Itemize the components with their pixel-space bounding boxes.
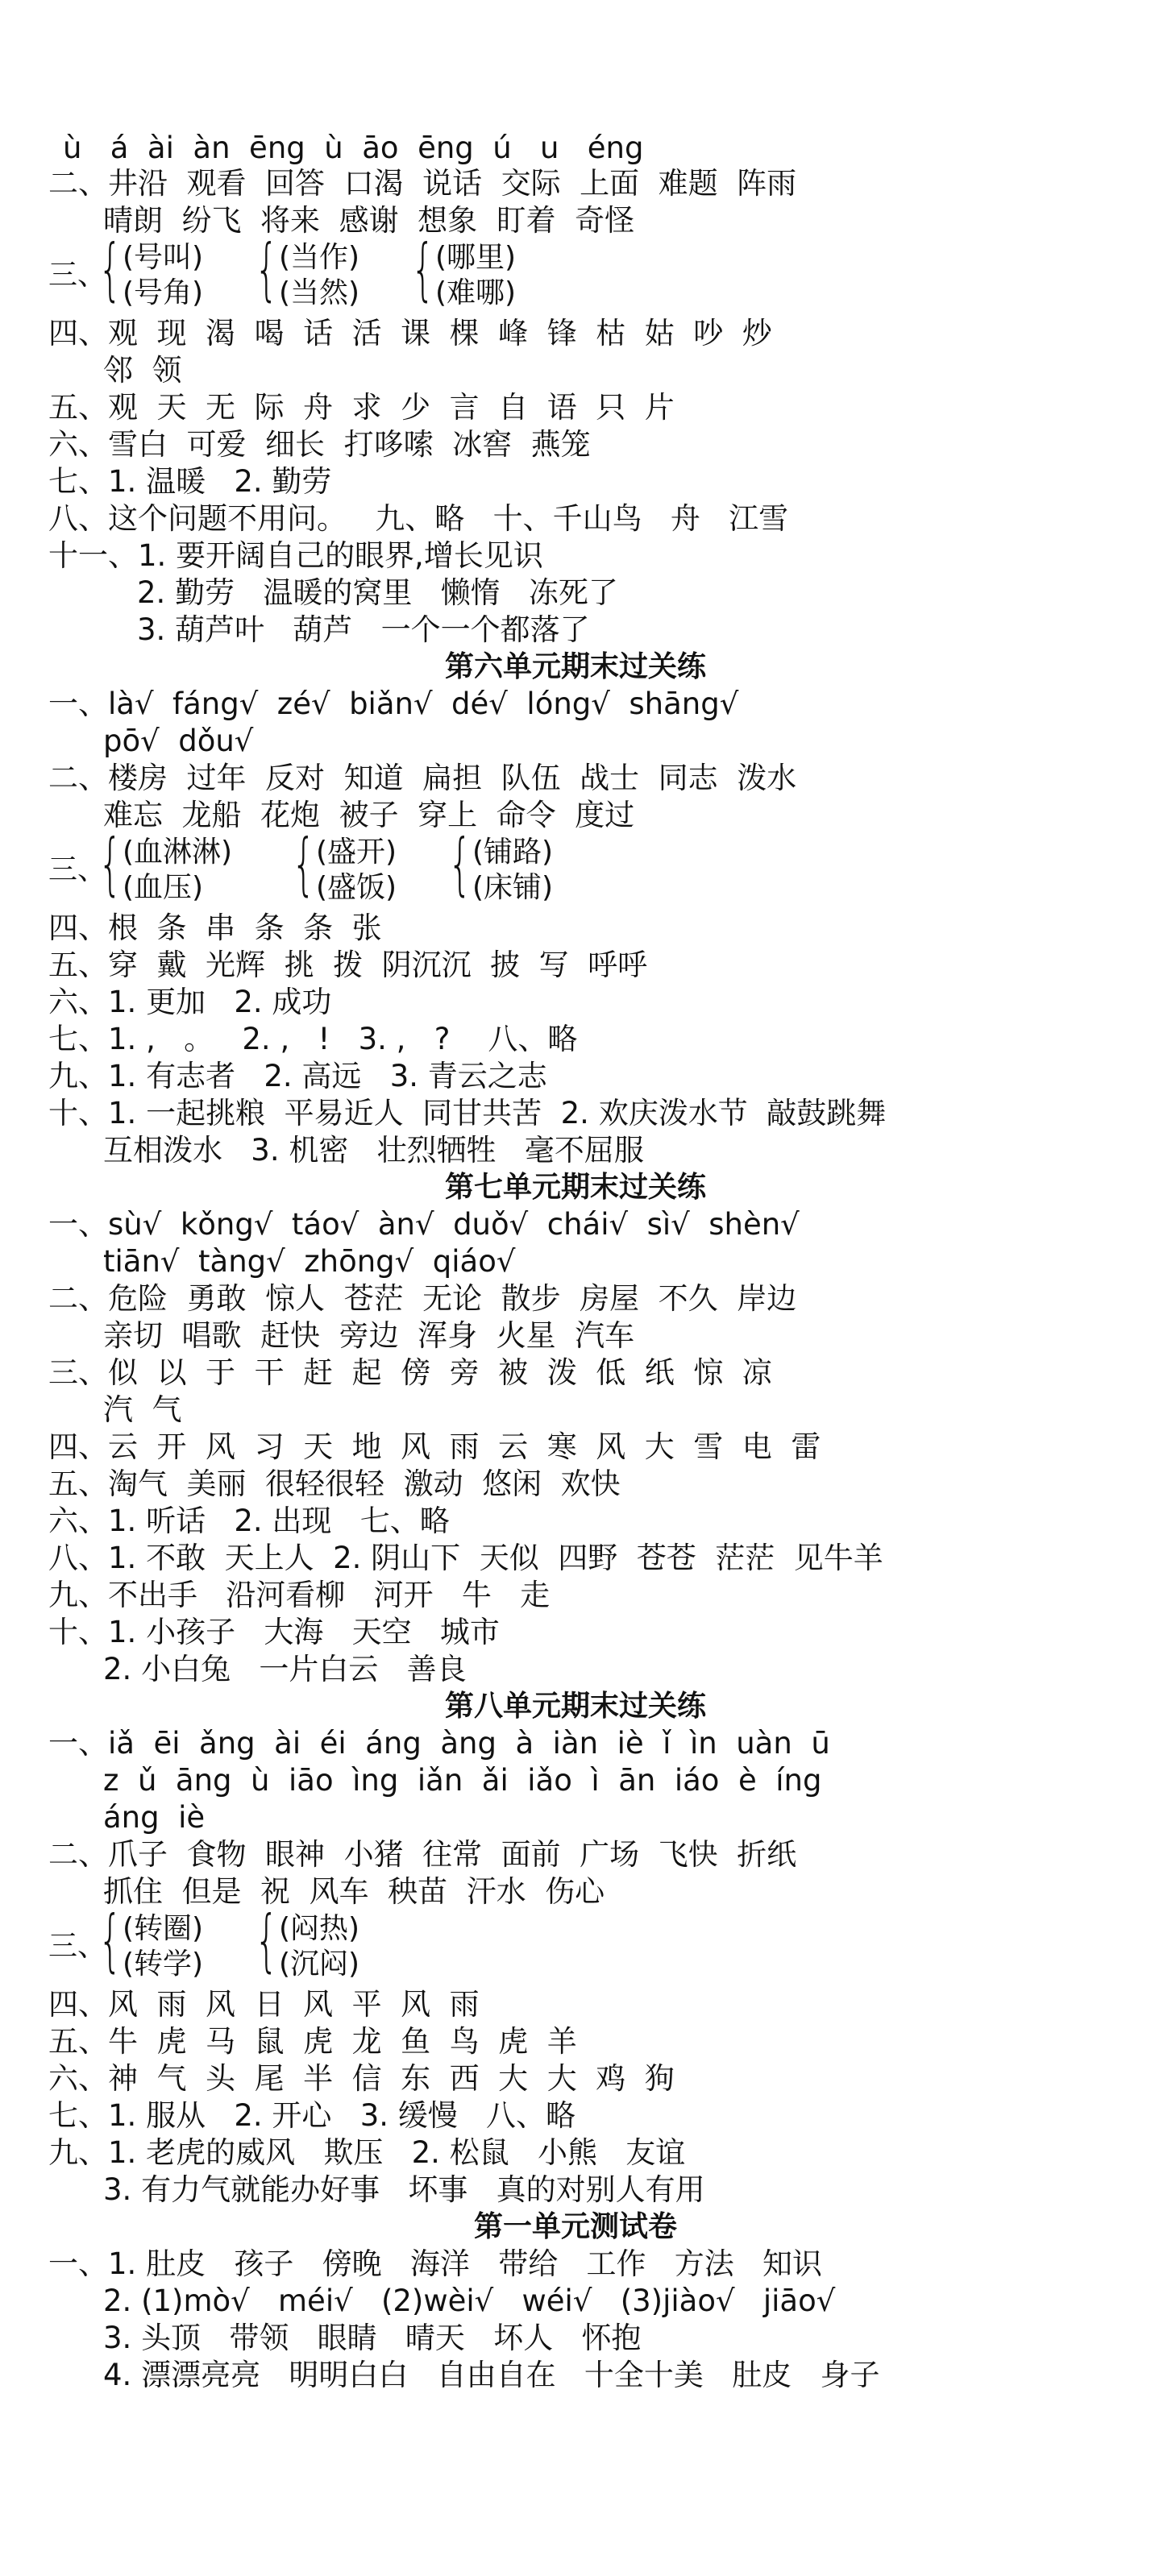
word-pair-item: (哪里): [435, 241, 517, 274]
answer-line: 一、sù√ kǒng√ táo√ àn√ duǒ√ chái√ sì√ shèn√: [48, 1207, 800, 1242]
section-title: 第一单元测试卷: [473, 2210, 677, 2243]
answer-line: 抓住 但是 祝 风车 秧苗 汗水 伤心: [103, 1874, 605, 1909]
word-pair: [279, 1911, 359, 1982]
brace-mark: {: [255, 1901, 279, 1980]
word-pair-item: (转学): [123, 1948, 204, 1981]
answer-line: 六、1. 听话 2. 出现 七、略: [48, 1504, 450, 1538]
answer-line: 十、1. 一起挑粮 平易近人 同甘共苦 2. 欢庆泼水节 敲鼓跳舞: [48, 1096, 887, 1130]
answer-line: 2. 小白兔 一片白云 善良: [103, 1652, 467, 1686]
answer-line: 七、1. 服从 2. 开心 3. 缓慢 八、略: [48, 2098, 576, 2133]
word-pair-item: (闷热): [279, 1912, 360, 1945]
word-pair-item: (转圈): [123, 1912, 204, 1945]
answer-line: 三、似 以 于 干 赶 起 傍 旁 被 泼 低 纸 惊 凉: [48, 1355, 772, 1390]
answer-line: 四、观 现 渴 喝 话 活 课 棵 峰 锋 枯 姑 吵 炒: [48, 316, 772, 351]
word-pair-item: (沉闷): [279, 1948, 360, 1981]
word-pair-item: (铺路): [472, 836, 554, 869]
answer-line: 六、神 气 头 尾 半 信 东 西 大 大 鸡 狗: [48, 2061, 675, 2096]
brace-mark: {: [98, 824, 123, 903]
section-title: 第六单元期末过关练: [444, 650, 706, 683]
word-pair-block: [0, 824, 1151, 906]
word-pair: [316, 835, 397, 906]
answer-line: 晴朗 纷飞 将来 感谢 想象 盯着 奇怪: [103, 203, 635, 238]
answer-line: ù á ài àn ēng ù āo ēng ú u éng: [63, 131, 644, 165]
answer-line: 八、这个问题不用问。 九、略 十、千山鸟 舟 江雪: [48, 501, 789, 536]
answer-line: 二、爪子 食物 眼神 小猪 往常 面前 广场 飞快 折纸: [48, 1837, 797, 1872]
word-pair: [123, 240, 203, 311]
word-pair-item: (当作): [279, 241, 360, 274]
answer-line: 四、云 开 风 习 天 地 风 雨 云 寒 风 大 雪 电 雷: [48, 1429, 821, 1464]
answer-line: 十、1. 小孩子 大海 天空 城市: [48, 1615, 500, 1649]
word-pair: [123, 835, 232, 906]
answer-line: 难忘 龙船 花炮 被子 穿上 命令 度过: [103, 798, 635, 832]
answer-line: 3. 有力气就能办好事 坏事 真的对别人有用: [103, 2172, 705, 2207]
answer-line: 六、1. 更加 2. 成功: [48, 985, 332, 1019]
word-pair-item: (血压): [123, 871, 204, 904]
answer-line: 五、牛 虎 马 鼠 虎 龙 鱼 鸟 虎 羊: [48, 2024, 577, 2059]
question-number: 三、: [48, 853, 107, 886]
brace-mark: {: [255, 230, 279, 309]
word-pair-item: (血淋淋): [123, 836, 233, 869]
answer-line: 十一、1. 要开阔自己的眼界,增长见识: [48, 538, 543, 573]
answer-line: 一、là√ fáng√ zé√ biǎn√ dé√ lóng√ shāng√: [48, 687, 739, 721]
question-number: 三、: [48, 259, 107, 292]
answer-line: 四、根 条 串 条 条 张: [48, 911, 382, 945]
word-pair-block: [0, 230, 1151, 311]
brace-mark: {: [448, 824, 472, 903]
section-title: 第七单元期末过关练: [444, 1171, 706, 1204]
word-pair-item: (盛开): [316, 836, 397, 869]
answer-line: 二、危险 勇敢 惊人 苍茫 无论 散步 房屋 不久 岸边: [48, 1281, 797, 1316]
answer-line: 邻 领: [103, 353, 182, 388]
brace-mark: {: [98, 1901, 123, 1980]
word-pair-item: (号叫): [123, 241, 204, 274]
answer-line: 2. (1)mò√ méi√ (2)wèi√ wéi√ (3)jiào√ jiāo√: [103, 2284, 836, 2318]
word-pair: [279, 240, 359, 311]
answer-line: 九、1. 有志者 2. 高远 3. 青云之志: [48, 1059, 547, 1093]
answer-line: 汽 气: [103, 1392, 182, 1427]
answer-line: 七、1. , 。 2. , ! 3. , ? 八、略: [48, 1022, 578, 1056]
answer-line: tiān√ tàng√ zhōng√ qiáo√: [103, 1244, 516, 1279]
answer-line: 二、楼房 过年 反对 知道 扁担 队伍 战士 同志 泼水: [48, 761, 797, 795]
word-pair-item: (难哪): [435, 276, 517, 309]
answer-line: 七、1. 温暖 2. 勤劳: [48, 464, 332, 499]
answer-line: z ǔ āng ù iāo ìng iǎn ǎi iǎo ì ān iáo è íng: [103, 1763, 822, 1798]
word-pair: [123, 1911, 203, 1982]
answer-line: 八、1. 不敢 天上人 2. 阴山下 天似 四野 苍苍 茫茫 见牛羊: [48, 1541, 883, 1575]
answer-line: 3. 头顶 带领 眼睛 晴天 坏人 怀抱: [103, 2321, 642, 2355]
brace-mark: {: [98, 230, 123, 309]
answer-line: 九、1. 老虎的威风 欺压 2. 松鼠 小熊 友谊: [48, 2135, 686, 2170]
answer-line: 五、穿 戴 光辉 挑 拨 阴沉沉 披 写 呼呼: [48, 948, 648, 982]
answer-line: áng iè: [103, 1800, 206, 1835]
answer-line: 五、淘气 美丽 很轻很轻 激动 悠闲 欢快: [48, 1466, 621, 1501]
brace-mark: {: [411, 230, 435, 309]
answer-line: 2. 勤劳 温暖的窝里 懒惰 冻死了: [137, 575, 618, 610]
answer-line: 五、观 天 无 际 舟 求 少 言 自 语 只 片: [48, 390, 675, 425]
word-pair-item: (号角): [123, 276, 204, 309]
answer-line: 亲切 唱歌 赶快 旁边 浑身 火星 汽车: [103, 1318, 635, 1353]
answer-line: 4. 漂漂亮亮 明明白白 自由自在 十全十美 肚皮 身子: [103, 2358, 880, 2392]
answer-line: 六、雪白 可爱 细长 打哆嗦 冰窖 燕笼: [48, 427, 591, 462]
word-pair: [435, 240, 516, 311]
brace-mark: {: [292, 824, 316, 903]
answer-line: 二、井沿 观看 回答 口渴 说话 交际 上面 难题 阵雨: [48, 166, 797, 201]
answer-line: 一、iǎ ēi ǎng ài éi áng àng à iàn iè ǐ ìn uàn ū: [48, 1726, 830, 1761]
word-pair: [472, 835, 553, 906]
question-number: 三、: [48, 1930, 107, 1963]
answer-line: 九、不出手 沿河看柳 河开 牛 走: [48, 1578, 551, 1612]
word-pair-block: [0, 1901, 1151, 1982]
word-pair-item: (盛饭): [316, 871, 397, 904]
word-pair-item: (床铺): [472, 871, 554, 904]
answer-line: 3. 葫芦叶 葫芦 一个一个都落了: [137, 612, 590, 647]
section-title: 第八单元期末过关练: [444, 1690, 706, 1723]
answer-line: 四、风 雨 风 日 风 平 风 雨: [48, 1987, 480, 2022]
answer-line: 互相泼水 3. 机密 壮烈牺牲 毫不屈服: [103, 1133, 644, 1168]
answer-line: pō√ dǒu√: [103, 724, 254, 758]
answer-line: 一、1. 肚皮 孩子 傍晚 海洋 带给 工作 方法 知识: [48, 2246, 823, 2281]
word-pair-item: (当然): [279, 276, 360, 309]
